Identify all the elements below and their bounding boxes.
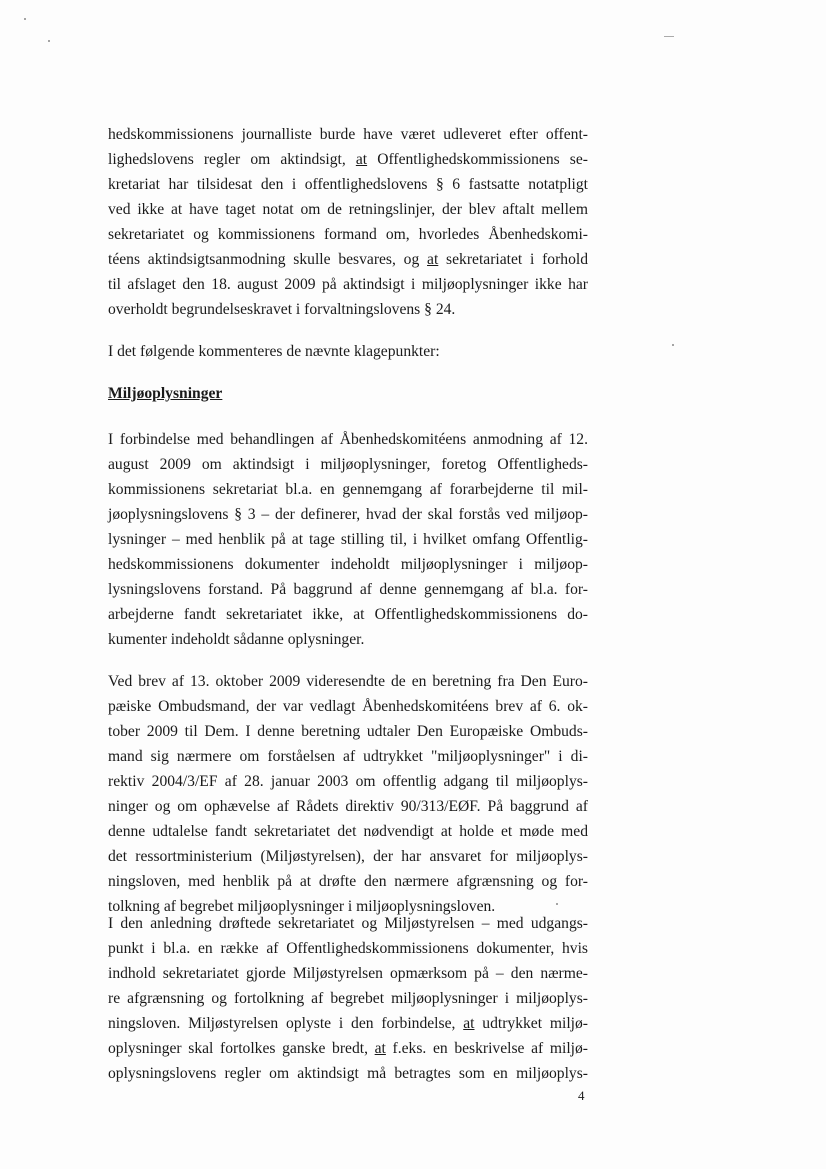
paragraph-1-line-8: overholdt begrundelseskravet i forvaltningslovens § 24. [108, 301, 456, 318]
paragraph-5-line-1: I den anledning drøftede sekretariatet og Miljøstyrelsen – med udgangs- [108, 915, 588, 932]
scan-speck [556, 903, 558, 905]
paragraph-5-line-7: oplysningslovens regler om aktindsigt må betragtes som en miljøoplys- [108, 1065, 588, 1082]
paragraph-4-line-3: tober 2009 til Dem. I denne beretning udtaler Den Europæiske Ombuds- [108, 723, 588, 740]
paragraph-4-line-4: mand sig nærmere om forståelsen af udtrykket "miljøoplysninger" i di- [108, 748, 588, 765]
page-number: 4 [578, 1088, 585, 1103]
paragraph-4-line-2: pæiske Ombudsmand, der var vedlagt Åbenhedskomitéens brev af 6. ok- [108, 698, 588, 715]
paragraph-3-line-6: hedskommissionens dokumenter indeholdt miljøoplysninger i miljøop- [108, 556, 588, 573]
paragraph-4-line-9: ningsloven, med henblik på at drøfte den nærmere afgrænsning og for- [108, 873, 588, 890]
line-text: lighedslovens regler om aktindsigt, at Offentlighedskommissionens se- [108, 151, 588, 168]
paragraph-3-line-1: I forbindelse med behandlingen af Åbenhedskomitéens anmodning af 12. [108, 431, 588, 448]
paragraph-5-line-2: punkt i bl.a. en række af Offentlighedskommissionens dokumenter, hvis [108, 940, 588, 957]
paragraph-4-line-1: Ved brev af 13. oktober 2009 videresendte de en beretning fra Den Euro- [108, 673, 588, 690]
paragraph-4-line-8: det ressortministerium (Miljøstyrelsen), der har ansvaret for miljøoplys- [108, 848, 588, 865]
paragraph-3-line-7: lysningslovens forstand. På baggrund af denne gennemgang af bl.a. for- [108, 581, 588, 598]
paragraph-1-line-5: sekretariatet og kommissionens formand om, hvorledes Åbenhedskomi- [108, 226, 588, 243]
section-heading: Miljøoplysninger [108, 385, 223, 402]
paragraph-1-line-4: ved ikke at have taget notat om de retningslinjer, der blev aftalt mellem [108, 201, 588, 218]
scan-speck [48, 40, 50, 42]
paragraph-4-line-10: tolkning af begrebet miljøoplysninger i miljøoplysningsloven. [108, 898, 496, 915]
paragraph-1-line-7: til afslaget den 18. august 2009 på aktindsigt i miljøoplysninger ikke har [108, 276, 588, 293]
paragraph-5-line-4: re afgrænsning og fortolkning af begrebet miljøoplysninger i miljøoplys- [108, 990, 588, 1007]
paragraph-3-line-3: kommissionens sekretariat bl.a. en gennemgang af forarbejderne til mil- [108, 481, 588, 498]
paragraph-3-line-2: august 2009 om aktindsigt i miljøoplysninger, foretog Offentligheds- [108, 456, 588, 473]
paragraph-1-line-2 [108, 150, 588, 170]
paragraph-5-line-6: oplysninger skal fortolkes ganske bredt, at f.eks. en beskrivelse af miljø- [108, 1040, 588, 1057]
paragraph-3-line-4: jøoplysningslovens § 3 – der definerer, hvad der skal forstås ved miljøop- [108, 506, 588, 523]
scan-speck [664, 36, 674, 37]
paragraph-3-line-8: arbejderne fandt sekretariatet ikke, at Offentlighedskommissionens do- [108, 606, 588, 623]
paragraph-3-line-9: kumenter indeholdt sådanne oplysninger. [108, 631, 365, 648]
paragraph-2-line-1: I det følgende kommenteres de nævnte klagepunkter: [108, 343, 440, 360]
paragraph-5-line-3: indhold sekretariatet gjorde Miljøstyrelsen opmærksom på – den nærme- [108, 965, 588, 982]
paragraph-4-line-6: ninger og om ophævelse af Rådets direktiv 90/313/EØF. På baggrund af [108, 798, 588, 815]
paragraph-1-line-1: hedskommissionens journalliste burde have været udleveret efter offent- [108, 126, 588, 143]
paragraph-4-line-7: denne udtalelse fandt sekretariatet det nødvendigt at holde et møde med [108, 823, 588, 840]
scan-speck [672, 344, 674, 346]
paragraph-3-line-5: lysninger – med henblik på at tage stilling til, i hvilket omfang Offentlig- [108, 531, 588, 548]
paragraph-1-line-6: téens aktindsigtsanmodning skulle besvares, og at sekretariatet i forhold [108, 251, 589, 268]
paragraph-5-line-5: ningsloven. Miljøstyrelsen oplyste i den forbindelse, at udtrykket miljø- [108, 1015, 588, 1032]
scan-speck [24, 18, 26, 20]
paragraph-1-line-3: kretariat har tilsidesat den i offentlighedslovens § 6 fastsatte notatpligt [108, 176, 588, 193]
paragraph-4-line-5: rektiv 2004/3/EF af 28. januar 2003 om offentlig adgang til miljøoplys- [108, 773, 588, 790]
